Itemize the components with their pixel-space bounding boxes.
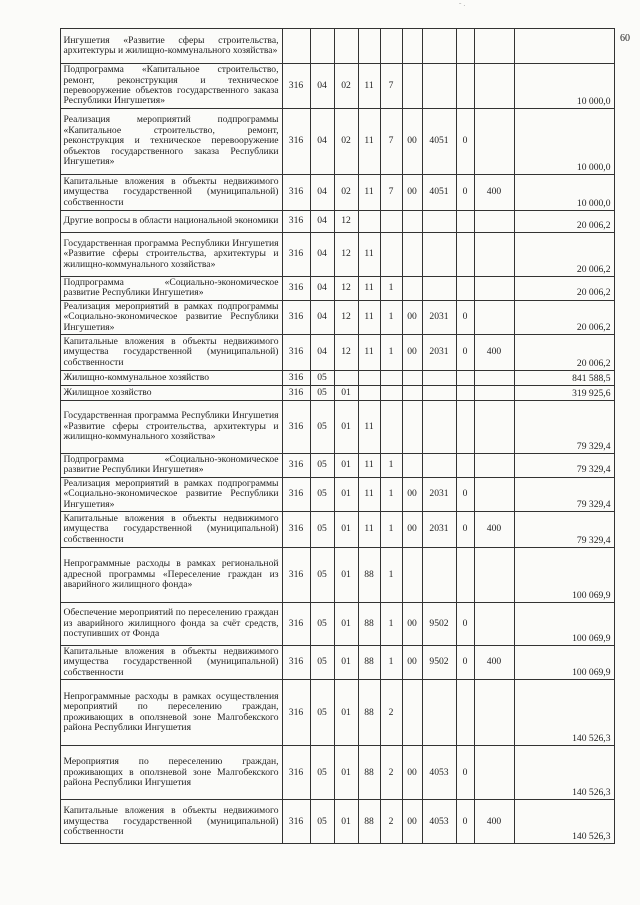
code-cell-c4: 11 [358, 477, 380, 511]
code-cell-c2: 04 [310, 300, 334, 334]
code-cell-c8 [456, 401, 474, 454]
code-cell-c7: 2031 [422, 300, 456, 334]
amount-cell: 10 000,0 [514, 175, 614, 211]
margin-cell [24, 454, 60, 478]
code-cell-c5: 1 [380, 277, 402, 301]
margin-cell [24, 335, 60, 371]
code-cell-c1: 316 [282, 603, 310, 646]
code-cell-c5: 7 [380, 64, 402, 109]
amount-cell: 140 526,3 [514, 680, 614, 746]
amount-cell: 841 588,5 [514, 371, 614, 386]
code-cell-c5 [380, 386, 402, 401]
code-cell-c8: 0 [456, 646, 474, 680]
code-cell-c8: 0 [456, 746, 474, 800]
code-cell-c8: 0 [456, 800, 474, 844]
code-cell-c5 [380, 371, 402, 386]
code-cell-c7: 4053 [422, 800, 456, 844]
code-cell-c4: 11 [358, 109, 380, 175]
code-cell-c3: 12 [334, 233, 358, 277]
table-row [24, 233, 614, 277]
code-cell-c6 [402, 401, 422, 454]
code-cell-c8: 0 [456, 512, 474, 548]
code-cell-c2: 05 [310, 680, 334, 746]
code-cell-c6 [402, 454, 422, 478]
table-row [24, 371, 614, 386]
code-cell-c8: 0 [456, 477, 474, 511]
margin-cell [24, 401, 60, 454]
amount-cell: 319 925,6 [514, 386, 614, 401]
code-cell-c8 [456, 211, 474, 233]
table-row [24, 401, 614, 454]
code-cell-c3: 01 [334, 454, 358, 478]
code-cell-c2: 05 [310, 800, 334, 844]
code-cell-c7: 9502 [422, 646, 456, 680]
code-cell-c1: 316 [282, 800, 310, 844]
code-cell-c5 [380, 233, 402, 277]
row-name-cell: Капитальные вложения в объекты недвижимого имущества государственной (муниципальной) собственности [60, 175, 282, 211]
table-row [24, 211, 614, 233]
row-name-cell: Мероприятия по переселению граждан, проживающих в оползневой зоне Малгобекского района Республики Ингушетия [60, 746, 282, 800]
table-row [24, 175, 614, 211]
code-cell-c1: 316 [282, 548, 310, 603]
code-cell-c6 [402, 548, 422, 603]
code-cell-c4: 11 [358, 277, 380, 301]
code-cell-c5 [380, 211, 402, 233]
row-name-cell: Капитальные вложения в объекты недвижимого имущества государственной (муниципальной) собственности [60, 512, 282, 548]
margin-cell [24, 646, 60, 680]
code-cell-c2: 04 [310, 233, 334, 277]
margin-cell [24, 175, 60, 211]
budget-table [24, 28, 615, 844]
margin-cell [24, 300, 60, 334]
row-name-cell: Подпрограмма «Социально-экономическое развитие Республики Ингушетия» [60, 454, 282, 478]
code-cell-c4: 88 [358, 746, 380, 800]
code-cell-c9 [474, 454, 514, 478]
code-cell-c3: 02 [334, 109, 358, 175]
margin-cell [24, 29, 60, 64]
table-row [24, 746, 614, 800]
code-cell-c6 [402, 277, 422, 301]
code-cell-c6: 00 [402, 477, 422, 511]
page-number: 60 [620, 33, 630, 44]
code-cell-c8 [456, 371, 474, 386]
table-row [24, 548, 614, 603]
margin-cell [24, 800, 60, 844]
code-cell-c2: 04 [310, 335, 334, 371]
code-cell-c3: 01 [334, 401, 358, 454]
code-cell-c4 [358, 371, 380, 386]
code-cell-c6 [402, 64, 422, 109]
row-name-cell: Реализация мероприятий в рамках подпрограммы «Социально-экономическое развитие Республики Ингушетия» [60, 477, 282, 511]
code-cell-c7: 4051 [422, 175, 456, 211]
code-cell-c2: 04 [310, 175, 334, 211]
code-cell-c4: 11 [358, 512, 380, 548]
code-cell-c5: 1 [380, 300, 402, 334]
code-cell-c9: 400 [474, 512, 514, 548]
amount-cell: 10 000,0 [514, 109, 614, 175]
code-cell-c7 [422, 401, 456, 454]
code-cell-c1: 316 [282, 211, 310, 233]
row-name-cell: Жилищно-коммунальное хозяйство [60, 371, 282, 386]
code-cell-c5 [380, 401, 402, 454]
margin-cell [24, 512, 60, 548]
code-cell-c4: 88 [358, 680, 380, 746]
code-cell-c8: 0 [456, 300, 474, 334]
code-cell-c1: 316 [282, 646, 310, 680]
code-cell-c4: 11 [358, 175, 380, 211]
code-cell-c9 [474, 401, 514, 454]
code-cell-c1: 316 [282, 233, 310, 277]
code-cell-c9 [474, 29, 514, 64]
code-cell-c2: 04 [310, 109, 334, 175]
amount-cell: 20 006,2 [514, 211, 614, 233]
code-cell-c3: 02 [334, 175, 358, 211]
code-cell-c5: 1 [380, 454, 402, 478]
code-cell-c9 [474, 680, 514, 746]
code-cell-c2: 05 [310, 477, 334, 511]
margin-cell [24, 603, 60, 646]
code-cell-c1 [282, 29, 310, 64]
code-cell-c5: 1 [380, 548, 402, 603]
code-cell-c9 [474, 211, 514, 233]
code-cell-c2: 05 [310, 386, 334, 401]
table-row [24, 29, 614, 64]
code-cell-c4: 11 [358, 335, 380, 371]
code-cell-c6: 00 [402, 746, 422, 800]
row-name-cell: Непрограммные расходы в рамках региональной адресной программы «Переселение граждан из аварийного жилищного фонда» [60, 548, 282, 603]
code-cell-c5: 1 [380, 477, 402, 511]
code-cell-c2 [310, 29, 334, 64]
margin-cell [24, 548, 60, 603]
amount-cell: 20 006,2 [514, 277, 614, 301]
code-cell-c9 [474, 277, 514, 301]
code-cell-c3: 12 [334, 277, 358, 301]
code-cell-c6 [402, 680, 422, 746]
code-cell-c2: 04 [310, 64, 334, 109]
table-row [24, 680, 614, 746]
code-cell-c5: 1 [380, 646, 402, 680]
code-cell-c5: 1 [380, 335, 402, 371]
table-row [24, 300, 614, 334]
table-row [24, 335, 614, 371]
code-cell-c6 [402, 386, 422, 401]
code-cell-c3 [334, 371, 358, 386]
code-cell-c2: 04 [310, 211, 334, 233]
code-cell-c9 [474, 300, 514, 334]
code-cell-c7 [422, 371, 456, 386]
margin-cell [24, 477, 60, 511]
code-cell-c4: 11 [358, 233, 380, 277]
amount-cell: 79 329,4 [514, 401, 614, 454]
code-cell-c5: 2 [380, 680, 402, 746]
amount-cell: 140 526,3 [514, 800, 614, 844]
code-cell-c9 [474, 371, 514, 386]
code-cell-c1: 316 [282, 401, 310, 454]
code-cell-c6 [402, 371, 422, 386]
code-cell-c3: 01 [334, 680, 358, 746]
code-cell-c1: 316 [282, 277, 310, 301]
code-cell-c3: 01 [334, 512, 358, 548]
code-cell-c9 [474, 386, 514, 401]
code-cell-c2: 05 [310, 603, 334, 646]
amount-cell: 79 329,4 [514, 454, 614, 478]
table-row [24, 603, 614, 646]
code-cell-c8: 0 [456, 109, 474, 175]
code-cell-c4 [358, 29, 380, 64]
margin-cell [24, 233, 60, 277]
code-cell-c1: 316 [282, 371, 310, 386]
code-cell-c7: 4053 [422, 746, 456, 800]
code-cell-c7: 2031 [422, 335, 456, 371]
code-cell-c8 [456, 277, 474, 301]
code-cell-c8 [456, 386, 474, 401]
code-cell-c4: 11 [358, 454, 380, 478]
amount-cell: 20 006,2 [514, 300, 614, 334]
code-cell-c9 [474, 477, 514, 511]
code-cell-c2: 05 [310, 548, 334, 603]
code-cell-c6: 00 [402, 109, 422, 175]
code-cell-c6: 00 [402, 800, 422, 844]
margin-cell [24, 277, 60, 301]
scan-mark: ˇ · [459, 2, 466, 10]
code-cell-c2: 05 [310, 454, 334, 478]
table-row [24, 477, 614, 511]
code-cell-c6: 00 [402, 335, 422, 371]
code-cell-c5: 1 [380, 603, 402, 646]
row-name-cell: Другие вопросы в области национальной экономики [60, 211, 282, 233]
code-cell-c2: 05 [310, 512, 334, 548]
code-cell-c1: 316 [282, 386, 310, 401]
code-cell-c3: 12 [334, 211, 358, 233]
row-name-cell: Подпрограмма «Социально-экономическое развитие Республики Ингушетия» [60, 277, 282, 301]
margin-cell [24, 386, 60, 401]
code-cell-c9: 400 [474, 800, 514, 844]
code-cell-c8 [456, 454, 474, 478]
code-cell-c3: 01 [334, 646, 358, 680]
code-cell-c1: 316 [282, 746, 310, 800]
table-row [24, 646, 614, 680]
row-name-cell: Капитальные вложения в объекты недвижимого имущества государственной (муниципальной) собственности [60, 646, 282, 680]
code-cell-c1: 316 [282, 512, 310, 548]
code-cell-c7 [422, 233, 456, 277]
code-cell-c4: 88 [358, 646, 380, 680]
code-cell-c5: 7 [380, 109, 402, 175]
amount-cell: 79 329,4 [514, 512, 614, 548]
amount-cell: 100 069,9 [514, 603, 614, 646]
row-name-cell: Подпрограмма «Капитальное строительство, ремонт, реконструкция и техническое перевооружение объектов государственного заказа Республики Ингушетия» [60, 64, 282, 109]
code-cell-c7 [422, 386, 456, 401]
code-cell-c7 [422, 211, 456, 233]
table-row [24, 64, 614, 109]
margin-cell [24, 371, 60, 386]
code-cell-c1: 316 [282, 477, 310, 511]
margin-cell [24, 64, 60, 109]
amount-cell: 10 000,0 [514, 64, 614, 109]
code-cell-c1: 316 [282, 300, 310, 334]
code-cell-c1: 316 [282, 64, 310, 109]
code-cell-c7: 9502 [422, 603, 456, 646]
code-cell-c3: 01 [334, 603, 358, 646]
code-cell-c7: 2031 [422, 512, 456, 548]
code-cell-c5 [380, 29, 402, 64]
code-cell-c9 [474, 603, 514, 646]
code-cell-c6: 00 [402, 646, 422, 680]
code-cell-c7 [422, 64, 456, 109]
amount-cell [514, 29, 614, 64]
code-cell-c8 [456, 233, 474, 277]
table-row [24, 454, 614, 478]
code-cell-c6: 00 [402, 175, 422, 211]
table-row [24, 109, 614, 175]
code-cell-c6: 00 [402, 512, 422, 548]
code-cell-c3: 01 [334, 477, 358, 511]
code-cell-c9: 400 [474, 646, 514, 680]
margin-cell [24, 109, 60, 175]
amount-cell: 20 006,2 [514, 335, 614, 371]
code-cell-c1: 316 [282, 175, 310, 211]
row-name-cell: Капитальные вложения в объекты недвижимого имущества государственной (муниципальной) собственности [60, 800, 282, 844]
amount-cell: 79 329,4 [514, 477, 614, 511]
row-name-cell: Государственная программа Республики Ингушетия «Развитие сферы строительства, архитектуры и жилищно-коммунального хозяйства» [60, 401, 282, 454]
code-cell-c8 [456, 29, 474, 64]
code-cell-c8: 0 [456, 335, 474, 371]
margin-cell [24, 746, 60, 800]
amount-cell: 100 069,9 [514, 548, 614, 603]
code-cell-c8 [456, 548, 474, 603]
code-cell-c9: 400 [474, 335, 514, 371]
code-cell-c9: 400 [474, 175, 514, 211]
code-cell-c8 [456, 680, 474, 746]
table-row [24, 386, 614, 401]
row-name-cell: Реализация мероприятий подпрограммы «Капитальное строительство, ремонт, реконструкция и техническое перевооружение объектов государственного заказа Республики Ингушетия» [60, 109, 282, 175]
code-cell-c3: 02 [334, 64, 358, 109]
table-row [24, 277, 614, 301]
code-cell-c3 [334, 29, 358, 64]
row-name-cell: Ингушетия «Развитие сферы строительства, архитектуры и жилищно-коммунального хозяйства» [60, 29, 282, 64]
code-cell-c5: 2 [380, 800, 402, 844]
row-name-cell: Непрограммные расходы в рамках осуществления мероприятий по переселению граждан, проживающих в оползневой зоне Малгобекского района Республики Ингушетия [60, 680, 282, 746]
code-cell-c9 [474, 109, 514, 175]
code-cell-c7 [422, 680, 456, 746]
code-cell-c9 [474, 233, 514, 277]
code-cell-c7 [422, 29, 456, 64]
code-cell-c4: 88 [358, 603, 380, 646]
code-cell-c6 [402, 29, 422, 64]
code-cell-c3: 12 [334, 300, 358, 334]
row-name-cell: Капитальные вложения в объекты недвижимого имущества государственной (муниципальной) собственности [60, 335, 282, 371]
code-cell-c6: 00 [402, 300, 422, 334]
code-cell-c2: 05 [310, 401, 334, 454]
code-cell-c4: 11 [358, 401, 380, 454]
code-cell-c5: 1 [380, 512, 402, 548]
amount-cell: 100 069,9 [514, 646, 614, 680]
code-cell-c4: 88 [358, 548, 380, 603]
code-cell-c7: 4051 [422, 109, 456, 175]
code-cell-c7 [422, 454, 456, 478]
code-cell-c3: 01 [334, 800, 358, 844]
code-cell-c4 [358, 386, 380, 401]
code-cell-c7 [422, 277, 456, 301]
code-cell-c3: 01 [334, 746, 358, 800]
code-cell-c7: 2031 [422, 477, 456, 511]
code-cell-c1: 316 [282, 454, 310, 478]
code-cell-c1: 316 [282, 109, 310, 175]
code-cell-c2: 05 [310, 646, 334, 680]
row-name-cell: Обеспечение мероприятий по переселению граждан из аварийного жилищного фонда за счёт средств, поступивших от Фонда [60, 603, 282, 646]
code-cell-c6 [402, 233, 422, 277]
code-cell-c2: 05 [310, 746, 334, 800]
code-cell-c4: 11 [358, 300, 380, 334]
code-cell-c2: 05 [310, 371, 334, 386]
code-cell-c9 [474, 64, 514, 109]
code-cell-c9 [474, 548, 514, 603]
code-cell-c3: 01 [334, 548, 358, 603]
code-cell-c3: 12 [334, 335, 358, 371]
code-cell-c6: 00 [402, 603, 422, 646]
code-cell-c3: 01 [334, 386, 358, 401]
margin-cell [24, 211, 60, 233]
code-cell-c7 [422, 548, 456, 603]
table-row [24, 800, 614, 844]
code-cell-c6 [402, 211, 422, 233]
code-cell-c4: 11 [358, 64, 380, 109]
code-cell-c8: 0 [456, 175, 474, 211]
code-cell-c5: 2 [380, 746, 402, 800]
row-name-cell: Реализация мероприятий в рамках подпрограммы «Социально-экономическое развитие Республики Ингушетия» [60, 300, 282, 334]
code-cell-c5: 7 [380, 175, 402, 211]
code-cell-c4 [358, 211, 380, 233]
code-cell-c8: 0 [456, 603, 474, 646]
table-row [24, 512, 614, 548]
code-cell-c8 [456, 64, 474, 109]
code-cell-c9 [474, 746, 514, 800]
code-cell-c4: 88 [358, 800, 380, 844]
margin-cell [24, 680, 60, 746]
row-name-cell: Жилищное хозяйство [60, 386, 282, 401]
code-cell-c1: 316 [282, 680, 310, 746]
code-cell-c1: 316 [282, 335, 310, 371]
code-cell-c2: 04 [310, 277, 334, 301]
amount-cell: 20 006,2 [514, 233, 614, 277]
amount-cell: 140 526,3 [514, 746, 614, 800]
row-name-cell: Государственная программа Республики Ингушетия «Развитие сферы строительства, архитектуры и жилищно-коммунального хозяйства» [60, 233, 282, 277]
